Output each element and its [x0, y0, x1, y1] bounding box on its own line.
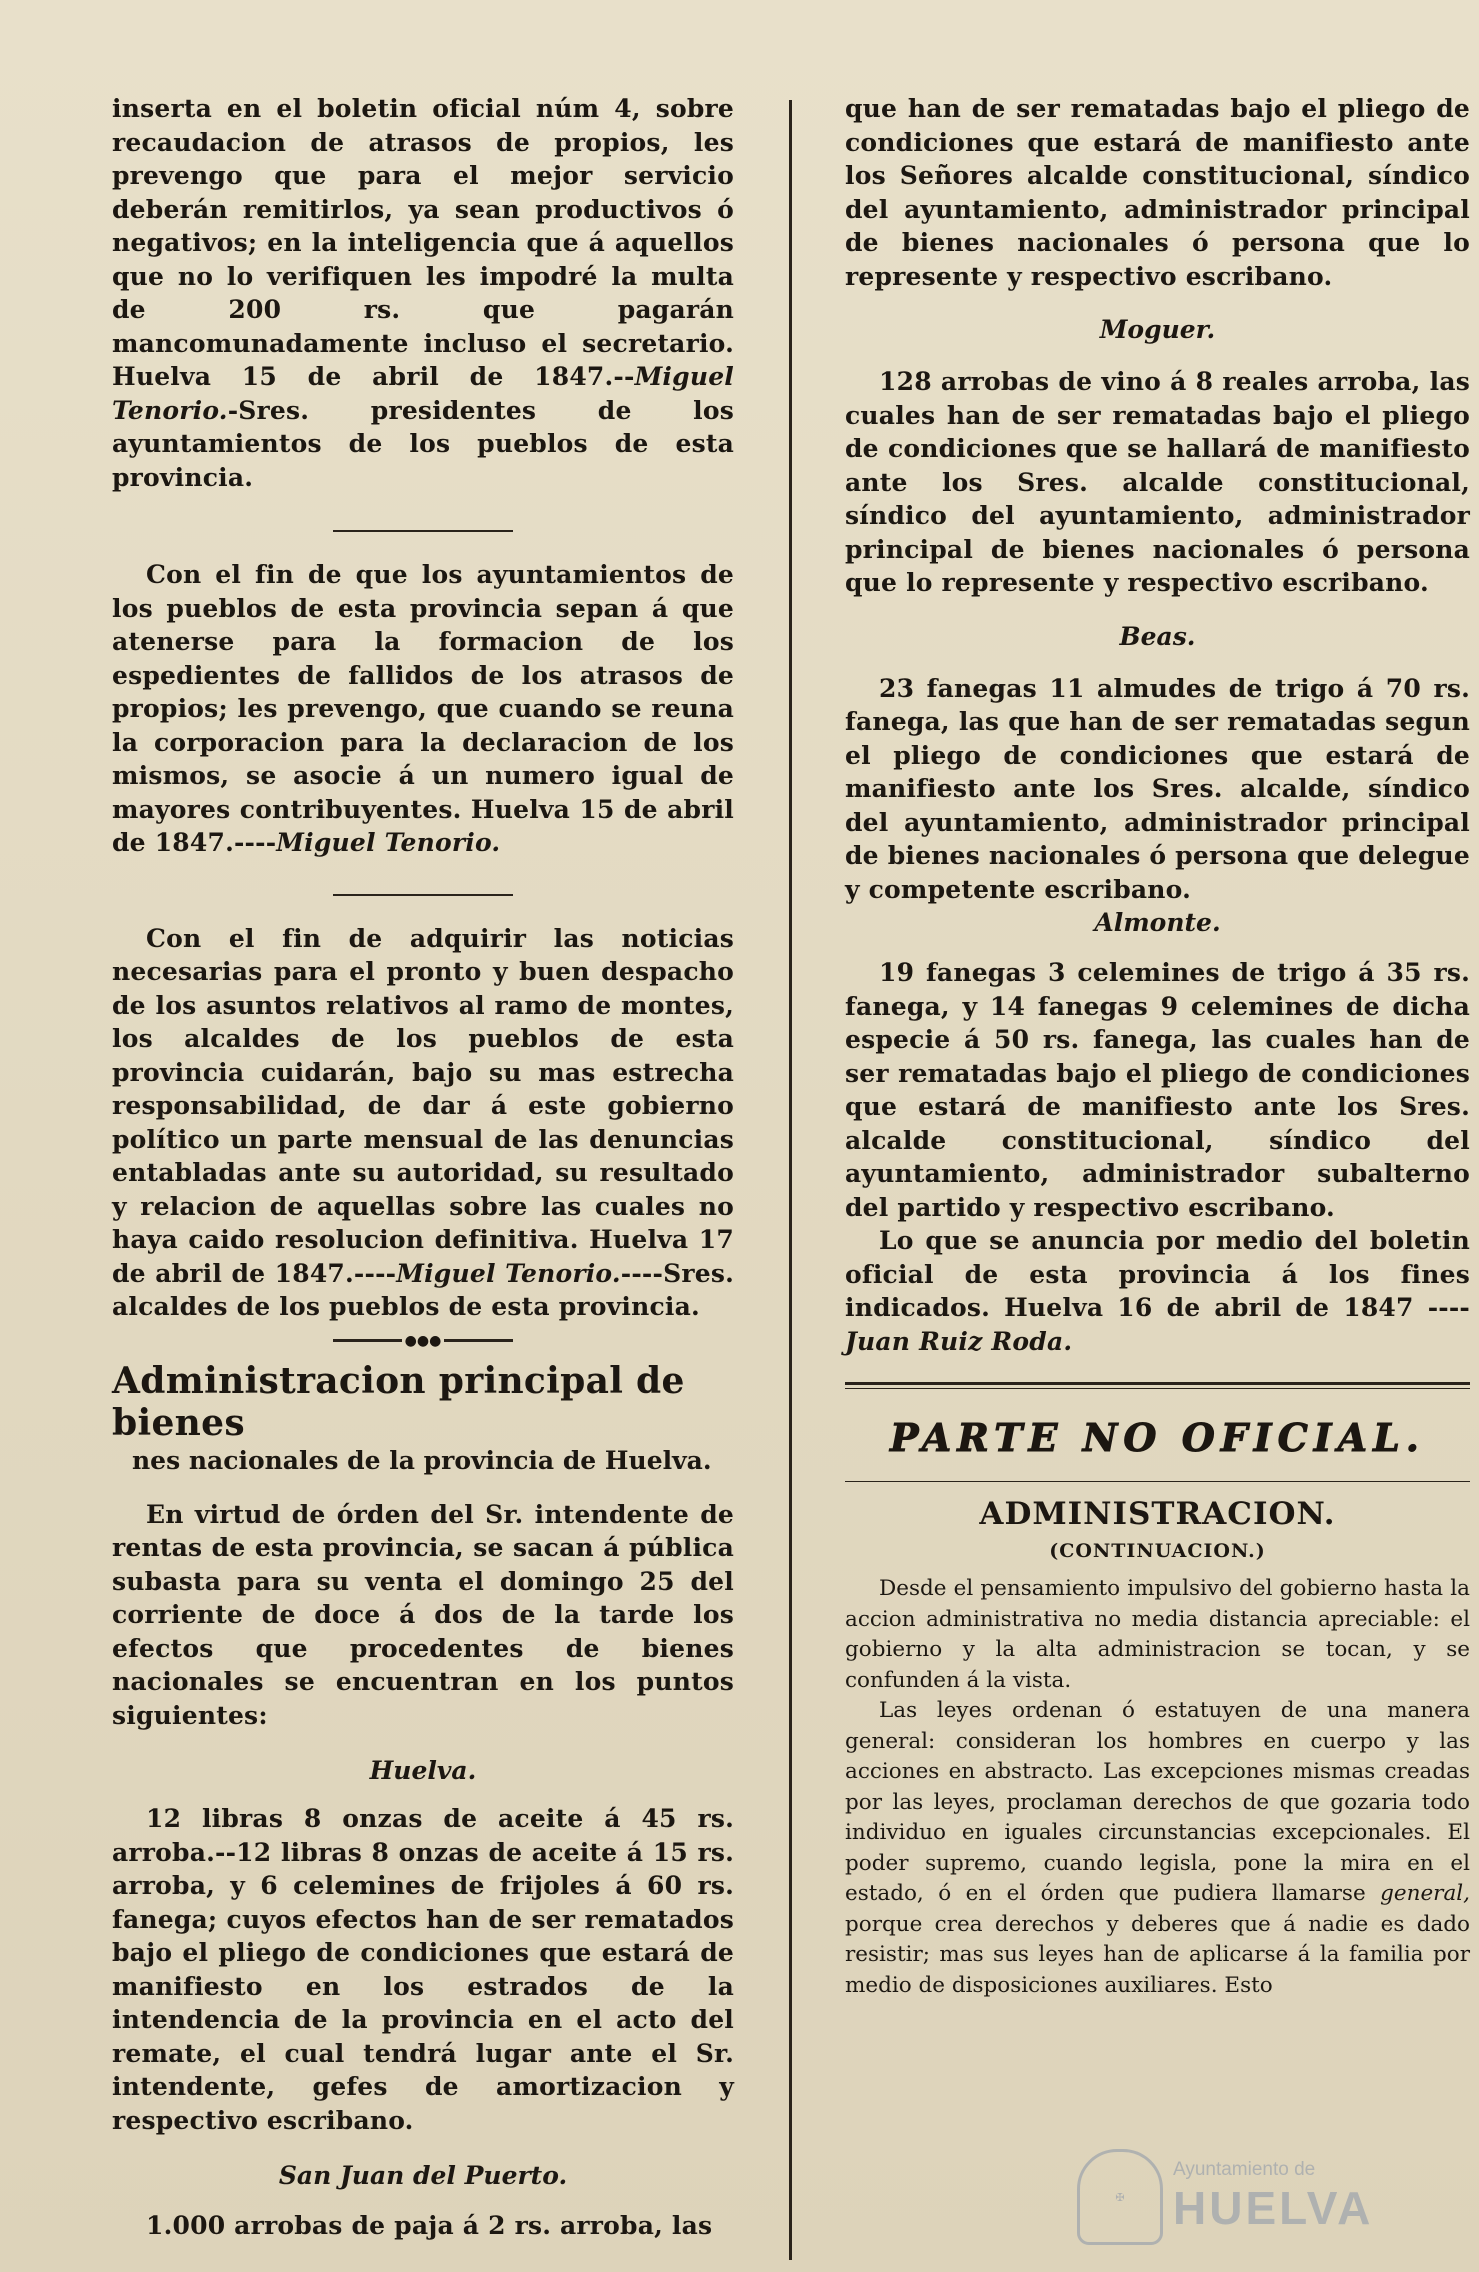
section-heading: Administracion principal de bienes: [112, 1359, 685, 1444]
place-heading: Beas.: [1119, 621, 1196, 651]
article-paragraph: Desde el pensamiento impulsivo del gobierno hasta la accion administrativa no media distancia apreciable: el gobierno y la alta administracion se tocan, y se confunden á la vista.: [845, 1576, 1470, 1693]
article-paragraph: 23 fanegas 11 almudes de trigo á 70 rs. fanega, las que han de ser rematadas segun el pliego de condiciones que estará de manifiesto ante los Sres. alcalde, síndico del ayuntamiento, administrador principal de bienes nacionales ó persona que delegue y competente escribano.: [845, 673, 1470, 904]
right-column: [845, 92, 1470, 2001]
place-heading: San Juan del Puerto.: [278, 2161, 568, 2190]
article-paragraph: Con el fin de que los ayuntamientos de los pueblos de esta provincia sepan á que atenerse para la formacion de los espedientes de fallidos de los atrasos de propios; les prevengo, que cuando se reuna la corporacion para la declaracion de los mismos, se asocie á un numero igual de mayores contribuyentes. Huelva 15 de abril de 1847.----Miguel Tenorio.: [112, 560, 734, 857]
place-heading: Almonte.: [1094, 908, 1221, 937]
watermark-line1: Ayuntamiento de: [1173, 2159, 1316, 2180]
article-paragraph: Con el fin de adquirir las noticias necesarias para el pronto y buen despacho de los asuntos relativos al ramo de montes, los alcaldes de los pueblos de esta provincia cuidarán, bajo su mas estrecha responsabilidad, de dar á este gobierno político un parte mensual de las denuncias entabladas ante su autoridad, su resultado y relacion de aquellas sobre las cuales no haya caido resolucion definitiva. Huelva 17 de abril de 1847.----Miguel Tenorio.----Sres. alcaldes de los pueblos de esta provincia.: [112, 923, 734, 1321]
section-subheading: nes nacionales de la provincia de Huelva.: [132, 1445, 712, 1475]
city-seal-icon: ✠: [1077, 2149, 1163, 2245]
archive-watermark: [1077, 2142, 1417, 2252]
article-paragraph: 19 fanegas 3 celemines de trigo á 35 rs. fanega, y 14 fanegas 9 celemines de dicha especie á 50 rs. fanega, las cuales han de ser rematadas bajo el pliego de condiciones que estará de manifiesto ante los Sres. alcalde constitucional, síndico del ayuntamiento, administrador subalterno del partido y respectivo escribano.: [845, 958, 1470, 1222]
column-divider: [789, 100, 792, 2260]
article-paragraph: Las leyes ordenan ó estatuyen de una manera general: consideran los hombres en cuerpo y las acciones en abstracto. Las excepciones mismas creadas por las leyes, proclaman derechos de que gozaria todo individuo en iguales circunstancias excepcionales. El poder supremo, cuando legisla, pone la mira en el estado, ó en el órden que pudiera llamarse general, porque crea derechos y deberes que á nadie es dado resistir; mas sus leyes han de aplicarse á la familia por medio de disposiciones auxiliares. Esto: [845, 1698, 1470, 1998]
place-heading: Huelva.: [369, 1756, 477, 1785]
article-paragraph: inserta en el boletin oficial núm 4, sobre recaudacion de atrasos de propios, les prevengo que para el mejor servicio deberán remitirlos, ya sean productivos ó negativos; en la inteligencia que á aquellos que no lo verifiquen les impodré la multa de 200 rs. que pagarán mancomunadamente incluso el secretario. Huelva 15 de abril de 1847.--Miguel Tenorio.-Sres. presidentes de los ayuntamientos de los pueblos de esta provincia.: [112, 94, 734, 492]
article-paragraph: Lo que se anuncia por medio del boletin oficial de esta provincia á los fines indicados. Huelva 16 de abril de 1847 ----Juan Ruiz Roda.: [845, 1226, 1470, 1356]
article-paragraph: En virtud de órden del Sr. intendente de rentas de esta provincia, se sacan á pública subasta para su venta el domingo 25 del corriente de doce á dos de la tarde los efectos que procedentes de bienes nacionales se encuentran en los puntos siguientes:: [112, 1499, 734, 1730]
article-paragraph: 12 libras 8 onzas de aceite á 45 rs. arroba.--12 libras 8 onzas de aceite á 15 rs. arroba, y 6 celemines de frijoles á 60 rs. fanega; cuyos efectos han de ser rematados bajo el pliego de condiciones que estará de manifiesto en los estrados de la intendencia de la provincia en el acto del remate, el cual tendrá lugar ante el Sr. intendente, gefes de amortizacion y respectivo escribano.: [112, 1804, 734, 2135]
article-paragraph: que han de ser rematadas bajo el pliego de condiciones que estará de manifiesto ante los Señores alcalde constitucional, síndico del ayuntamiento, administrador principal de bienes nacionales ó persona que lo represente y respectivo escribano.: [845, 94, 1470, 291]
watermark-line2: HUELVA: [1173, 2182, 1374, 2234]
administracion-title: ADMINISTRACION.: [979, 1496, 1336, 1532]
place-heading: Moguer.: [1099, 315, 1216, 344]
ornament-rule: ●●●: [333, 1338, 513, 1344]
left-column: [112, 92, 734, 2243]
article-paragraph: 1.000 arrobas de paja á 2 rs. arroba, las: [146, 2211, 713, 2240]
continuacion-label: (CONTINUACION.): [1049, 1540, 1266, 1562]
double-rule: [845, 1382, 1470, 1389]
article-paragraph: 128 arrobas de vino á 8 reales arroba, las cuales han de ser rematadas bajo el pliego de condiciones que se hallará de manifiesto ante los Sres. alcalde constitucional, síndico del ayuntamiento, administrador principal de bienes nacionales ó persona que lo represente y respectivo escribano.: [845, 367, 1470, 597]
parte-no-oficial-title: PARTE NO OFICIAL.: [889, 1415, 1426, 1460]
